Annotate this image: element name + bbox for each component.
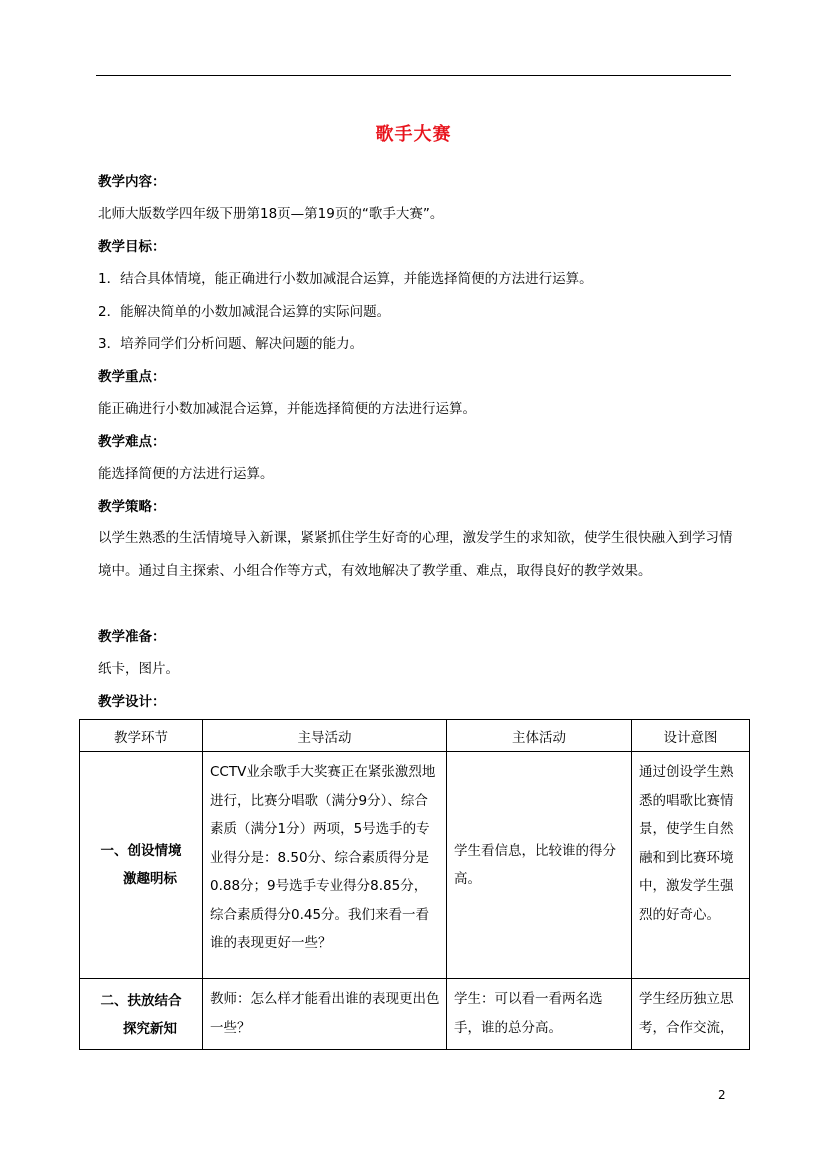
table-header-cell: 教学环节 [80, 720, 203, 752]
goals-heading: 教学目标： [98, 239, 166, 255]
goal-item: 3．培养同学们分析问题、解决问题的能力。 [98, 336, 364, 352]
table-header-cell: 主体活动 [447, 720, 632, 752]
student-activity-cell: 学生：可以看一看两名选手，谁的总分高。 [447, 979, 632, 1050]
page-number: 2 [718, 1088, 726, 1102]
stage-line: 探究新知 [123, 1021, 177, 1037]
table-row [80, 752, 750, 979]
header-rule [96, 75, 731, 76]
stage-line: 一、创设情境 [100, 843, 182, 859]
key-text: 能正确进行小数加减混合运算，并能选择简便的方法进行运算。 [98, 401, 476, 417]
table-header-cell: 设计意图 [632, 720, 750, 752]
key-heading: 教学重点： [98, 369, 166, 385]
stage-cell [80, 752, 203, 979]
design-table [79, 719, 750, 1050]
difficulty-heading: 教学难点： [98, 434, 166, 450]
student-activity-cell: 学生看信息，比较谁的得分高。 [447, 752, 632, 979]
prep-heading: 教学准备： [98, 629, 166, 645]
table-header-row [80, 720, 750, 752]
table-header-cell: 主导活动 [203, 720, 447, 752]
strategy-heading: 教学策略： [98, 499, 166, 515]
strategy-text: 以学生熟悉的生活情境导入新课，紧紧抓住学生好奇的心理，激发学生的求知欲，使学生很快融入到学习情境中。通过自主探索、小组合作等方式，有效地解决了教学重、难点，取得良好的教学效果。 [98, 530, 733, 579]
difficulty-text: 能选择简便的方法进行运算。 [98, 466, 274, 482]
content-text: 北师大版数学四年级下册第18页—第19页的“歌手大赛”。 [98, 206, 444, 222]
prep-text: 纸卡，图片。 [98, 661, 179, 677]
design-intent-cell: 学生经历独立思考，合作交流， [632, 979, 750, 1050]
stage-line: 激趣明标 [123, 871, 177, 887]
lead-activity-cell: 教师：怎么样才能看出谁的表现更出色一些？ [203, 979, 447, 1050]
goal-item: 1．结合具体情境，能正确进行小数加减混合运算，并能选择简便的方法进行运算。 [98, 271, 593, 287]
stage-cell [80, 979, 203, 1050]
design-heading: 教学设计： [98, 694, 166, 710]
design-intent-cell: 通过创设学生熟悉的唱歌比赛情景，使学生自然融和到比赛环境中，激发学生强烈的好奇心。 [632, 752, 750, 979]
page-title: 歌手大赛 [375, 124, 452, 145]
table-row [80, 979, 750, 1050]
content-heading: 教学内容： [98, 174, 166, 190]
goal-item: 2．能解决简单的小数加减混合运算的实际问题。 [98, 304, 391, 320]
lead-activity-cell: CCTV业余歌手大奖赛正在紧张激烈地进行，比赛分唱歌（满分9分）、综合素质（满分1分）两项，5号选手的专业得分是：8.50分、综合素质得分是0.88分；9号选手专业得分8.85分，综合素质得分0.45分。我们来看一看谁的表现更好一些？ [203, 752, 447, 979]
stage-line: 二、扶放结合 [100, 993, 182, 1009]
